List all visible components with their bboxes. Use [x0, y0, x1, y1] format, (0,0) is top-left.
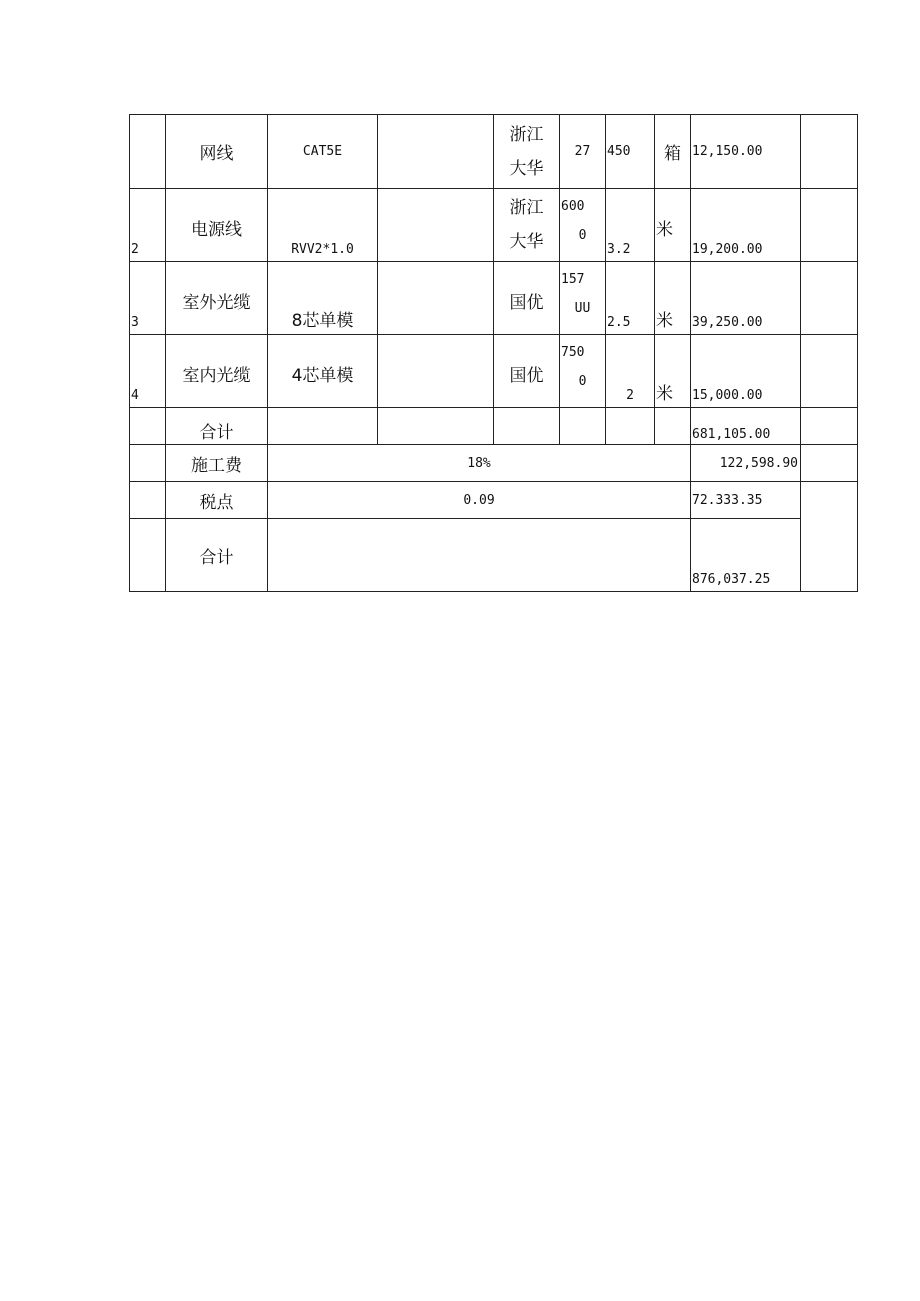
construction-fee-label: 施工费	[166, 445, 268, 482]
blank-cell	[801, 189, 858, 262]
blank-cell	[801, 482, 858, 592]
item-name-cell: 室内光缆	[166, 335, 268, 408]
tax-rate: 0.09	[268, 482, 691, 519]
tax-amount: 72.333.35	[691, 482, 801, 519]
blank-cell	[130, 408, 166, 445]
amount-cell: 12,150.00	[691, 115, 801, 189]
quantity-cell: 157 UU	[560, 262, 606, 335]
blank-cell	[378, 262, 494, 335]
quotation-table	[129, 114, 858, 592]
blank-cell	[268, 519, 691, 592]
blank-cell	[560, 408, 606, 445]
tax-row	[130, 482, 858, 519]
table-row	[130, 262, 858, 335]
blank-cell	[378, 115, 494, 189]
total-amount: 876,037.25	[691, 519, 801, 592]
subtotal-amount: 681,105.00	[691, 408, 801, 445]
quantity-cell: 750 0	[560, 335, 606, 408]
row-number-cell	[130, 115, 166, 189]
spec-cell: 8芯单模	[268, 262, 378, 335]
total-row	[130, 519, 858, 592]
brand-cell: 浙江 大华	[494, 115, 560, 189]
brand-cell: 浙江 大华	[494, 189, 560, 262]
unit-price-cell: 3.2	[606, 189, 655, 262]
item-name-cell: 室外光缆	[166, 262, 268, 335]
unit-price-cell: 450	[606, 115, 655, 189]
blank-cell	[801, 445, 858, 482]
subtotal-label: 合计	[166, 408, 268, 445]
table-row	[130, 189, 858, 262]
blank-cell	[268, 408, 378, 445]
blank-cell	[130, 482, 166, 519]
brand-cell: 国优	[494, 262, 560, 335]
quantity-cell: 600 0	[560, 189, 606, 262]
unit-price-cell: 2	[606, 335, 655, 408]
blank-cell	[801, 408, 858, 445]
blank-cell	[801, 335, 858, 408]
unit-cell: 米	[655, 335, 691, 408]
spec-cell: CAT5E	[268, 115, 378, 189]
tax-label: 税点	[166, 482, 268, 519]
brand-cell: 国优	[494, 335, 560, 408]
blank-cell	[378, 408, 494, 445]
unit-cell: 米	[655, 189, 691, 262]
spec-cell: RVV2*1.0	[268, 189, 378, 262]
construction-fee-row	[130, 445, 858, 482]
blank-cell	[655, 408, 691, 445]
blank-cell	[801, 115, 858, 189]
blank-cell	[606, 408, 655, 445]
amount-cell: 19,200.00	[691, 189, 801, 262]
amount-cell: 15,000.00	[691, 335, 801, 408]
blank-cell	[378, 189, 494, 262]
item-name-cell: 网线	[166, 115, 268, 189]
row-number-cell: 4	[130, 335, 166, 408]
construction-fee-amount: 122,598.90	[691, 445, 801, 482]
blank-cell	[378, 335, 494, 408]
blank-cell	[130, 445, 166, 482]
blank-cell	[801, 262, 858, 335]
construction-fee-rate: 18%	[268, 445, 691, 482]
table-row	[130, 115, 858, 189]
row-number-cell: 2	[130, 189, 166, 262]
unit-cell: 箱	[655, 115, 691, 189]
row-number-cell: 3	[130, 262, 166, 335]
table-row	[130, 335, 858, 408]
amount-cell: 39,250.00	[691, 262, 801, 335]
unit-cell: 米	[655, 262, 691, 335]
item-name-cell: 电源线	[166, 189, 268, 262]
subtotal-row	[130, 408, 858, 445]
spec-cell: 4芯单模	[268, 335, 378, 408]
quantity-cell: 27	[560, 115, 606, 189]
unit-price-cell: 2.5	[606, 262, 655, 335]
blank-cell	[494, 408, 560, 445]
total-label: 合计	[166, 519, 268, 592]
blank-cell	[130, 519, 166, 592]
